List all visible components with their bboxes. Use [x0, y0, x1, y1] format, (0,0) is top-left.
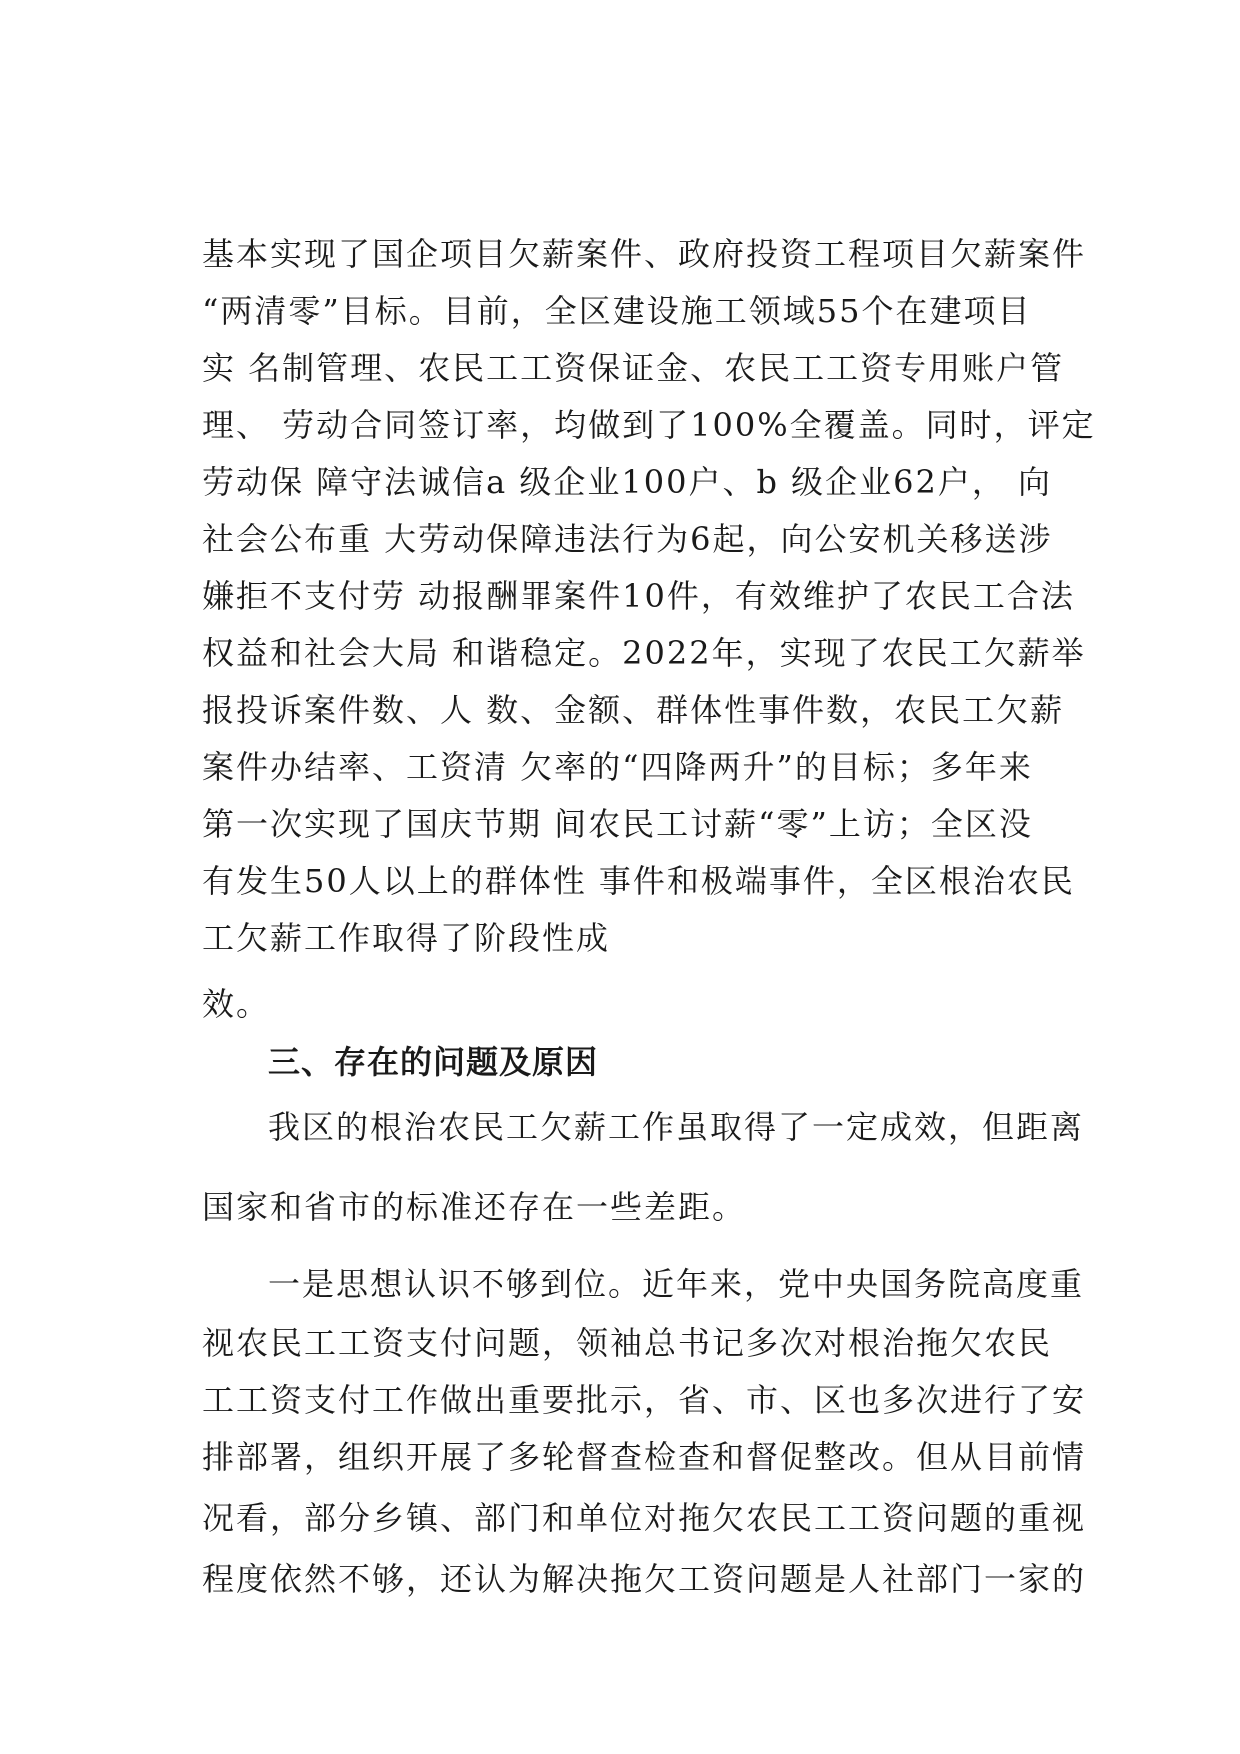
section-heading: 三、存在的问题及原因: [268, 1043, 599, 1081]
body-line: 理、 劳动合同签订率，均做到了100%全覆盖。同时，评定: [202, 406, 1096, 444]
body-line: 劳动保 障守法诚信a 级企业100户、b 级企业62户， 向: [202, 463, 1053, 501]
paragraph-line: 视农民工工资支付问题，领袖总书记多次对根治拖欠农民: [202, 1324, 1053, 1362]
paragraph-line: 工工资支付工作做出重要批示，省、市、区也多次进行了安: [202, 1381, 1087, 1419]
body-line: 报投诉案件数、人 数、金额、群体性事件数，农民工欠薪: [202, 691, 1065, 729]
body-line: 案件办结率、工资清 欠率的“四降两升”的目标；多年来: [202, 748, 1033, 786]
body-line: 工欠薪工作取得了阶段性成: [202, 919, 611, 957]
body-line: 效。: [202, 985, 271, 1023]
body-line: 嫌拒不支付劳 动报酬罪案件10件，有效维护了农民工合法: [202, 577, 1075, 615]
paragraph-line: 况看，部分乡镇、部门和单位对拖欠农民工工资问题的重视: [202, 1499, 1087, 1537]
paragraph-line: 排部署，组织开展了多轮督查检查和督促整改。但从目前情: [202, 1438, 1087, 1476]
paragraph-line: 国家和省市的标准还存在一些差距。: [202, 1188, 747, 1226]
body-line: 基本实现了国企项目欠薪案件、政府投资工程项目欠薪案件: [202, 235, 1087, 273]
body-line: 实 名制管理、农民工工资保证金、农民工工资专用账户管: [202, 349, 1065, 387]
body-line: “两清零”目标。目前，全区建设施工领域55个在建项目: [202, 292, 1032, 330]
body-line: 社会公布重 大劳动保障违法行为6起，向公安机关移送涉: [202, 520, 1053, 558]
body-line: 有发生50人以上的群体性 事件和极端事件，全区根治农民: [202, 862, 1075, 900]
paragraph-line: 一是思想认识不够到位。近年来，党中央国务院高度重: [268, 1265, 1085, 1303]
body-line: 权益和社会大局 和谐稳定。2022年，实现了农民工欠薪举: [202, 634, 1086, 672]
paragraph-line: 程度依然不够，还认为解决拖欠工资问题是人社部门一家的: [202, 1560, 1087, 1598]
paragraph-line: 我区的根治农民工欠薪工作虽取得了一定成效，但距离: [268, 1108, 1085, 1146]
body-line: 第一次实现了国庆节期 间农民工讨薪“零”上访；全区没: [202, 805, 1033, 843]
